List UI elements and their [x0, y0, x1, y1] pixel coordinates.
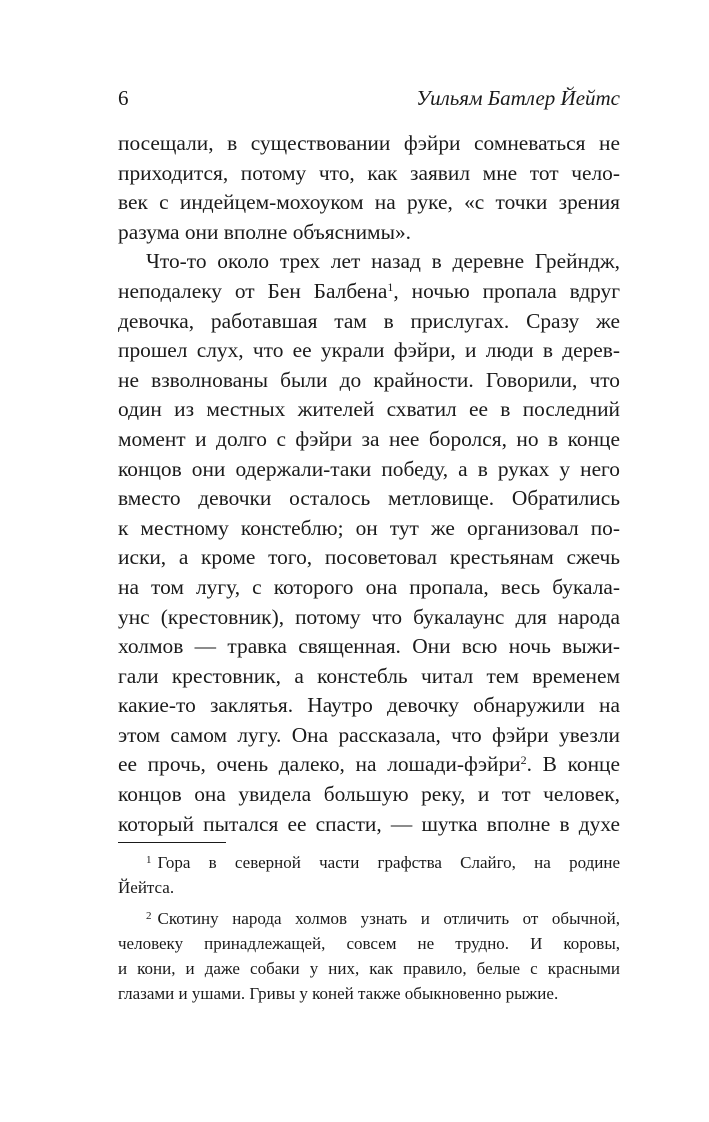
text-line: какие-то заклятья. Наутро девочку обнаружили на	[118, 693, 620, 718]
running-head-author: Уильям Батлер Йейтс	[416, 86, 620, 110]
text-line: девочка, работавшая там в прислугах. Сразу же	[118, 308, 620, 333]
footnote-divider	[118, 842, 226, 843]
text-line: Что-то около трех лет назад в деревне Грейндж,	[146, 249, 620, 274]
text-line: разума они вполне объяснимы».	[118, 219, 411, 244]
text-line: гали крестовник, а констебль читал тем временем	[118, 663, 620, 688]
text-line: холмов — травка священная. Они всю ночь выжи-	[118, 634, 620, 659]
footnotes	[118, 850, 620, 1006]
text-line: иски, а кроме того, посоветовал крестьянам сжечь	[118, 545, 620, 570]
footnote-1	[118, 850, 620, 900]
footnote-line: человеку принадлежащей, совсем не трудно. И коровы,	[118, 934, 620, 953]
text-line: который пытался ее спасти, — шутка вполне в духе	[118, 811, 620, 836]
text-line-with-footnote-ref	[118, 277, 620, 307]
footnote-2	[118, 906, 620, 1006]
text-line: момент и долго с фэйри за нее боролся, но в конце	[118, 426, 620, 451]
text-line: концов они одержали-таки победу, а в руках у него	[118, 456, 620, 481]
running-header	[118, 86, 620, 116]
footnote-line	[118, 906, 620, 931]
footnote-number: 2	[146, 909, 152, 922]
text-line: не взволнованы были до крайности. Говорили, что	[118, 367, 620, 392]
footnote-line	[118, 850, 620, 875]
text-line: посещали, в существовании фэйри сомневаться не	[118, 131, 620, 155]
text-segment: , ночью пропала вдруг	[393, 278, 620, 303]
text-line: концов она увидела большую реку, и тот человек,	[118, 782, 620, 807]
footnote-line: и кони, и даже собаки у них, как правило, белые с красными	[118, 959, 620, 978]
text-line: вместо девочки осталось метловище. Обратились	[118, 486, 620, 511]
text-line-with-footnote-ref	[118, 750, 620, 780]
text-line: этом самом лугу. Она рассказала, что фэйри увезли	[118, 722, 620, 747]
footnote-text: Гора в северной части графства Слайго, на родине	[157, 853, 620, 872]
text-line: приходится, потому что, как заявил мне тот чело-	[118, 160, 620, 185]
footnote-line: Йейтса.	[118, 878, 175, 897]
footnote-number: 1	[146, 853, 152, 866]
text-line: один из местных жителей схватил ее в последний	[118, 397, 620, 422]
footnote-ref-2: 2	[520, 753, 527, 768]
text-line: на том лугу, с которого она пропала, весь букала-	[118, 574, 620, 599]
text-segment: . В конце	[526, 752, 620, 777]
text-segment: ее прочь, очень далеко, на лошади-фэйри	[118, 752, 521, 777]
footnote-ref-1: 1	[387, 279, 394, 294]
text-segment: неподалеку от Бен Балбена	[118, 278, 388, 303]
footnote-text: Скотину народа холмов узнать и отличить от обычной,	[157, 909, 620, 928]
text-line: прошел слух, что ее украли фэйри, и люди в дерев-	[118, 338, 620, 363]
text-line: век с индейцем-мохоуком на руке, «с точки зрения	[118, 190, 620, 215]
text-line: унс (крестовник), потому что букалаунс для народа	[118, 604, 620, 629]
page-number: 6	[118, 86, 129, 110]
footnote-line: глазами и ушами. Гривы у коней также обыкновенно рыжие.	[118, 984, 559, 1003]
text-line: к местному констеблю; он тут же организовал по-	[118, 515, 620, 540]
main-text	[118, 129, 620, 839]
